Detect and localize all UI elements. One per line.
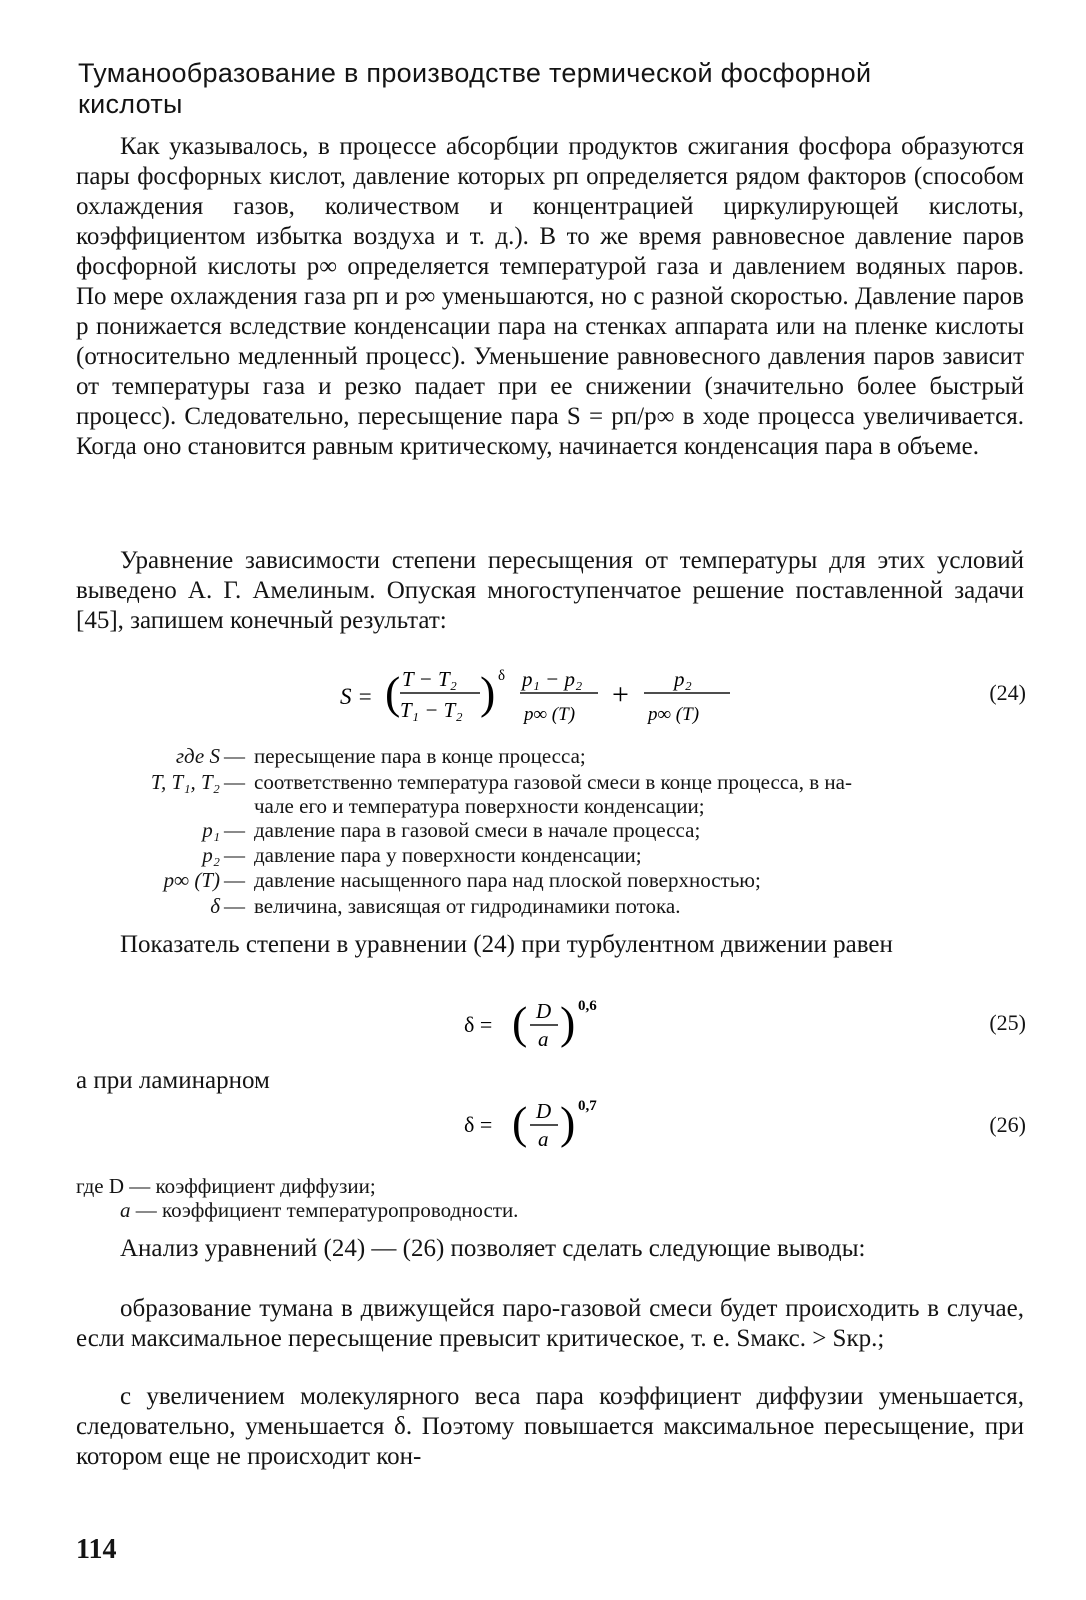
legend-item — [0, 818, 1086, 844]
eq24-exponent: δ — [498, 668, 506, 684]
legend-item — [120, 1198, 518, 1224]
legend-symbol: p₁ — [202, 818, 220, 842]
eq26-paren-right: ) — [560, 1097, 576, 1148]
legend-item — [0, 770, 1086, 796]
eq26-paren-left: ( — [512, 1097, 528, 1148]
legend-item — [0, 843, 1086, 869]
eq25-num: D — [536, 999, 552, 1023]
legend-symbol: T, T₁, T₂ — [150, 770, 220, 794]
legend-symbol: где D — [76, 1174, 124, 1198]
paragraph-analysis: Анализ уравнений (24) — (26) позволяет сделать следующие выводы: — [120, 1235, 866, 1262]
eq25-paren-left: ( — [512, 997, 528, 1048]
legend-description: коэффициент диффузии; — [155, 1174, 376, 1198]
legend-symbol: где S — [175, 744, 220, 768]
legend-dash: — — [224, 843, 245, 867]
equation-number-25: (25) — [989, 1010, 1026, 1035]
legend-dash: — — [224, 744, 245, 768]
legend-item — [0, 744, 1086, 770]
legend-dash: — — [129, 1174, 151, 1198]
equation-24 — [330, 662, 760, 734]
legend-dash: — — [224, 868, 245, 892]
legend-item-continuation — [0, 794, 1086, 820]
legend-dash: — — [224, 818, 245, 842]
eq24-frac-a-num: T − T₂ — [402, 667, 457, 691]
legend-item — [0, 868, 1086, 894]
legend-description: соответственно температура газовой смеси в конце процесса, в на- — [254, 770, 852, 794]
paragraph-laminar: а при ламинарном — [76, 1067, 270, 1094]
legend-symbol: p∞ (T) — [163, 868, 220, 892]
legend-description: пересыщение пара в конце процесса; — [254, 744, 586, 768]
eq26-den: a — [538, 1127, 549, 1151]
legend-symbol: a — [120, 1198, 131, 1222]
eq26-lhs: δ = — [464, 1112, 493, 1137]
eq24-paren-right: ) — [480, 667, 496, 718]
legend-dash: — — [224, 894, 245, 918]
eq25-paren-right: ) — [560, 997, 576, 1048]
legend-item — [0, 894, 1086, 920]
paragraph-turbulent: Показатель степени в уравнении (24) при турбулентном движении равен — [120, 931, 893, 958]
legend-description: давление пара у поверхности конденсации; — [254, 843, 642, 867]
equation-number-26: (26) — [989, 1112, 1026, 1137]
page-number: 114 — [76, 1534, 117, 1565]
equation-25 — [462, 994, 622, 1056]
eq24-lhs: S = — [340, 684, 373, 709]
eq24-frac-c-num: p₂ — [674, 667, 692, 691]
legend-symbol: δ — [210, 894, 220, 918]
eq26-num: D — [536, 1099, 552, 1123]
legend-dash: — — [224, 770, 245, 794]
legend-dash: — — [135, 1198, 157, 1222]
paragraph-intro: Как указывалось, в процессе абсорбции продуктов сжигания фосфора образуются пары фосфорных кислот, давление которых pп определяется рядом факторов (способом охлаждения газов, количеством и концентрацией циркулирующей кислоты, коэффициентом избытка воздуха и т. д.). В то же время равновесное давление паров фосфорной кислоты p∞ определяется температурой газа и давлением водяных паров. По мере охлаждения газа pп и p∞ уменьшаются, но с разной скоростью. Давление паров p понижается вследствие конденсации пара на стенках аппарата или на пленке кислоты (относительно медленный процесс). Уменьшение равновесного давления паров зависит от температуры газа и резко падает при ее снижении (значительно более быстрый процесс). Следовательно, пересыщение пара S = pп/p∞ в ходе процесса увеличивается. Когда оно становится равным критическому, начинается конденсация пара в объеме. — [76, 133, 1024, 460]
eq24-plus: + — [612, 678, 629, 711]
equation-26 — [462, 1094, 622, 1156]
eq24-frac-c-den: p∞ (T) — [648, 704, 700, 725]
paragraph-conclusion-1: образование тумана в движущейся паро-газовой смеси будет происходить в случае, если максимальное пересыщение превысит критическое, т. е. Sмакс. > Sкр.; — [76, 1295, 1024, 1352]
paragraph-conclusion-2: с увеличением молекулярного веса пара коэффициент диффузии уменьшается, следовательно, уменьшается δ. Поэтому повышается максимальное пересыщение, при котором еще не происходит кон- — [76, 1383, 1024, 1470]
legend-description: величина, зависящая от гидродинамики потока. — [254, 894, 681, 918]
legend-description: чале его и температура поверхности конденсации; — [254, 794, 705, 818]
legend-description: давление пара в газовой смеси в начале процесса; — [254, 818, 701, 842]
eq24-paren-left: ( — [385, 667, 401, 718]
eq25-den: a — [538, 1027, 549, 1051]
legend-symbol: p₂ — [202, 843, 220, 867]
eq25-exp: 0,6 — [578, 998, 597, 1014]
eq24-frac-b-den: p∞ (T) — [524, 704, 576, 725]
eq24-frac-b-num: p₁ − p₂ — [522, 667, 583, 691]
section-heading: Туманообразование в производстве термической фосфорной кислоты — [78, 58, 872, 119]
legend-item — [76, 1174, 376, 1200]
legend-description: давление насыщенного пара над плоской поверхностью; — [254, 868, 761, 892]
legend-description: коэффициент температуропроводности. — [162, 1198, 519, 1222]
eq25-lhs: δ = — [464, 1012, 493, 1037]
paragraph-amelin: Уравнение зависимости степени пересыщения от температуры для этих условий выведено А. Г. Амелиным. Опуская многоступенчатое решение поставленной задачи [45], запишем конечный результат: — [76, 547, 1024, 634]
eq26-exp: 0,7 — [578, 1098, 597, 1114]
equation-number-24: (24) — [989, 680, 1026, 705]
eq24-frac-a-den: T₁ − T₂ — [400, 698, 463, 722]
